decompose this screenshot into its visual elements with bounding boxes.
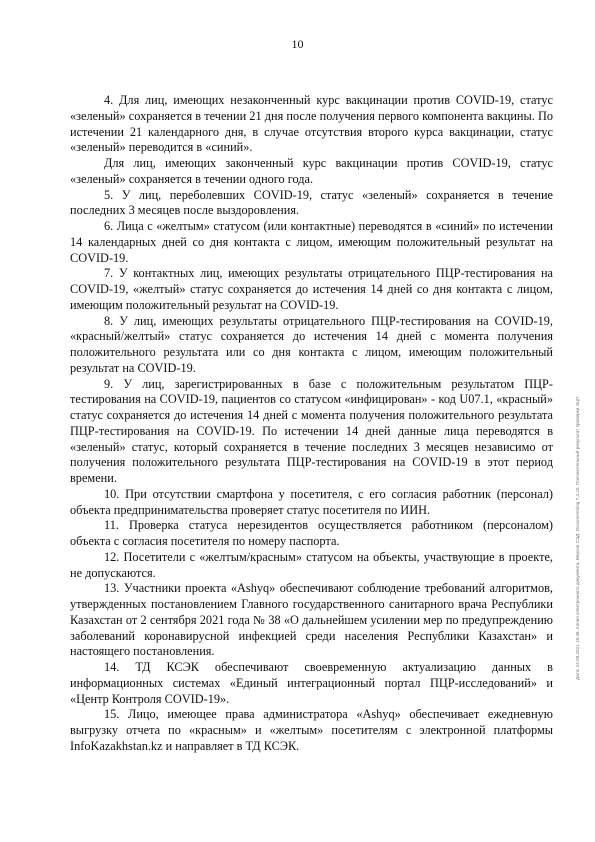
paragraph-14: 14. ТД КСЭК обеспечивают своевременную актуализацию данных в информационных системах «Единый интеграционный портал ПЦР-исследований» и «Центр Контроля COVID-19». — [70, 660, 553, 706]
paragraph-6: 6. Лица с «желтым» статусом (или контактные) переводятся в «синий» по истечении 14 календарных дней со дня контакта с лицом, имеющим положительный результат на COVID-19. — [70, 219, 553, 265]
paragraph-15: 15. Лицо, имеющее права администратора «Ashyq» обеспечивает ежедневную выгрузку отчета по «красным» и «желтым» посетителям с электронной платформы InfoKazakhstan.kz и направляет в ТД КСЭК. — [70, 707, 553, 753]
paragraph-9: 9. У лиц, зарегистрированных в базе с положительным результатом ПЦР-тестирования на COVID-19, пациентов со статусом «инфицирован» - код U07.1, «красный» статус сохраняется до истечения 14 дней с момента получения положительного результата ПЦР-тестирования на COVID-19. По истечении 14 дней данные лица переводятся в «зеленый» статус, который сохраняется в течение последних 3 месяцев независимо от получения положительного результата ПЦР-тестирования на COVID-19 в этот период времени. — [70, 376, 553, 485]
edoc-stamp-text: Дата: 24.09.2021 18:46. Копия электронного документа. Версия СЭД: Documentolog 7.4.20. Положительный результат проверки ЭЦП — [575, 396, 580, 680]
paragraph-4-continued: Для лиц, имеющих законченный курс вакцинации против COVID-19, статус «зеленый» сохраняется в течении одного года. — [70, 156, 553, 186]
page-number: 10 — [291, 37, 304, 51]
paragraph-4: 4. Для лиц, имеющих незаконченный курс вакцинации против COVID-19, статус «зеленый» сохраняется в течении 21 дня после получения первого компонента вакцины. По истечении 21 календарного дня, в случае отсутствия второго курса вакцинации, статус «зеленый» переводится в «синий». — [70, 93, 553, 155]
paragraph-10: 10. При отсутствии смартфона у посетителя, с его согласия работник (персонал) объекта предпринимательства проверяет статус посетителя по ИИН. — [70, 486, 553, 517]
paragraph-11: 11. Проверка статуса нерезидентов осуществляется работником (персоналом) объекта с согласия посетителя по номеру паспорта. — [70, 518, 553, 548]
document-body — [70, 93, 553, 755]
paragraph-12: 12. Посетители с «желтым/красным» статусом на объекты, участвующие в проекте, не допускаются. — [70, 549, 553, 580]
edoc-verification-stamp — [561, 70, 580, 680]
paragraph-8: 8. У лиц, имеющих результаты отрицательного ПЦР-тестирования на COVID-19, «красный/желтый» статус сохраняется до истечения 14 дней с момента получения положительного результата или со дня контакта с лицом, имеющим положительный результат на COVID-19. — [70, 313, 553, 375]
paragraph-13: 13. Участники проекта «Ashyq» обеспечивают соблюдение требований алгоритмов, утвержденных постановлением Главного государственного санитарного врача Республики Казахстан от 2 сентября 2021 года № 38 «О дальнейшем усилении мер по предупреждению заболеваний коронавирусной инфекцией среди населения Республики Казахстан» и настоящего постановления. — [70, 581, 553, 659]
paragraph-7: 7. У контактных лиц, имеющих результаты отрицательного ПЦР-тестирования на COVID-19, «желтый» статус сохраняется до истечения 14 дней со дня контакта с лицом, имеющим положительный результат на COVID-19. — [70, 266, 553, 312]
paragraph-5: 5. У лиц, переболевших COVID-19, статус «зеленый» сохраняется в течение последних 3 месяцев после выздоровления. — [70, 187, 553, 218]
